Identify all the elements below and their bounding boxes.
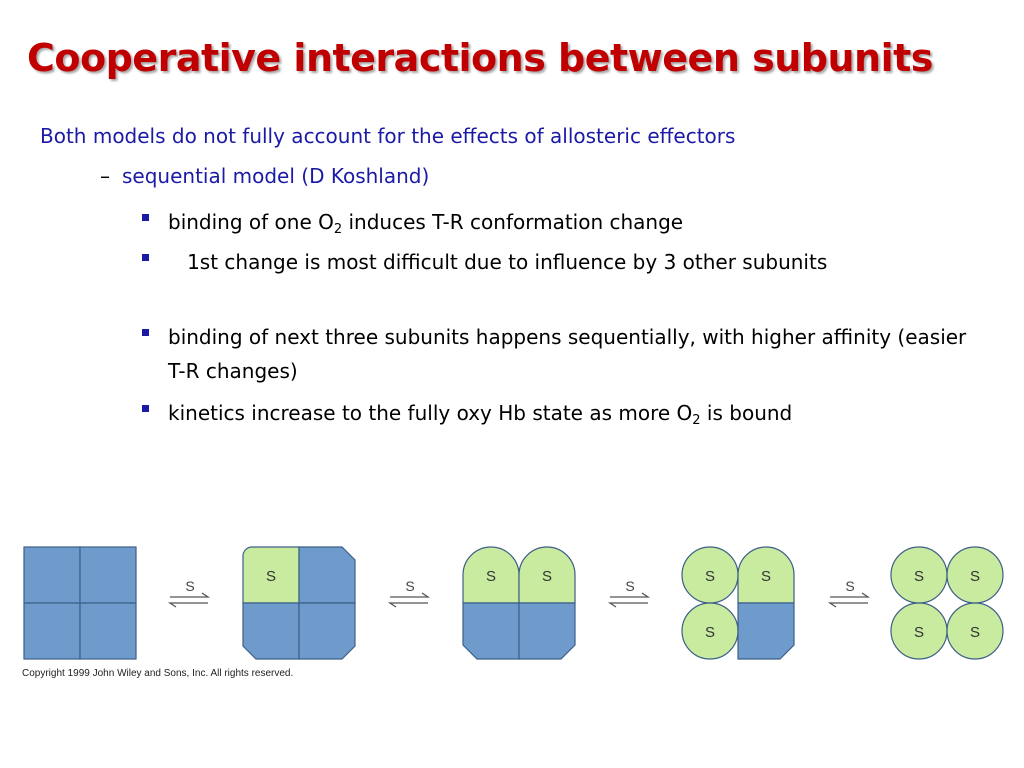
equilibrium-arrows [830,578,868,607]
square-bullet-icon [142,214,149,221]
subunit-s-label: S [913,624,925,641]
hemoglobin-one-bound-state [243,547,355,659]
subunit-s-label: S [913,568,925,585]
t-subunit [80,547,136,603]
hemoglobin-all-r-state [891,547,1003,659]
t-subunit [24,547,80,603]
sequential-model-diagram [0,535,1024,665]
level1-text: Both models do not fully account for the effects of allosteric effectors [40,124,736,148]
substrate-label: S [405,578,415,594]
subunit-s-label: S [704,568,716,585]
reverse-arrow-icon [390,603,428,607]
subunit-s-label: S [265,568,277,585]
t-subunit [80,603,136,659]
equilibrium-arrows [170,578,208,607]
subunit-s-label: S [969,624,981,641]
t-subunit [24,603,80,659]
substrate-label: S [625,578,635,594]
subunit-s-label: S [485,568,497,585]
hemoglobin-three-bound-state [682,547,794,659]
level2-text: sequential model (D Koshland) [122,164,430,188]
subunit-s-label: S [969,568,981,585]
hemoglobin-all-t-state [24,547,136,659]
bullet-text: binding of one $O_2$ induces T-R conformation change [168,210,684,237]
t-subunit [299,603,355,659]
square-bullet-icon [142,405,149,412]
hemoglobin-two-bound-state [463,547,575,659]
substrate-label: S [845,578,855,594]
dash-marker: – [100,164,110,188]
slide-title: Cooperative interactions between subunits [27,36,933,80]
reverse-arrow-icon [830,603,868,607]
equilibrium-arrows [390,578,428,607]
substrate-label: S [185,578,195,594]
subunit-s-label: S [760,568,772,585]
square-bullet-icon [142,254,149,261]
reverse-arrow-icon [610,603,648,607]
equilibrium-arrows [610,578,648,607]
t-subunit [463,603,519,659]
bullet-text: kinetics increase to the fully oxy Hb state as more $O_2$ is bound [168,401,793,428]
subunit-s-label: S [541,568,553,585]
bullet-text: binding of next three subunits happens sequentially, with higher affinity (easier T-R changes) [168,325,967,383]
t-subunit [243,603,299,659]
bullet-text: 1st change is most difficult due to influence by 3 other subunits [168,250,828,274]
t-subunit [299,547,355,603]
t-subunit [738,603,794,659]
copyright-notice: Copyright 1999 John Wiley and Sons, Inc. All rights reserved. [22,668,294,679]
subunit-s-label: S [704,624,716,641]
reverse-arrow-icon [170,603,208,607]
level2-item [100,164,429,188]
square-bullet-icon [142,329,149,336]
t-subunit [519,603,575,659]
